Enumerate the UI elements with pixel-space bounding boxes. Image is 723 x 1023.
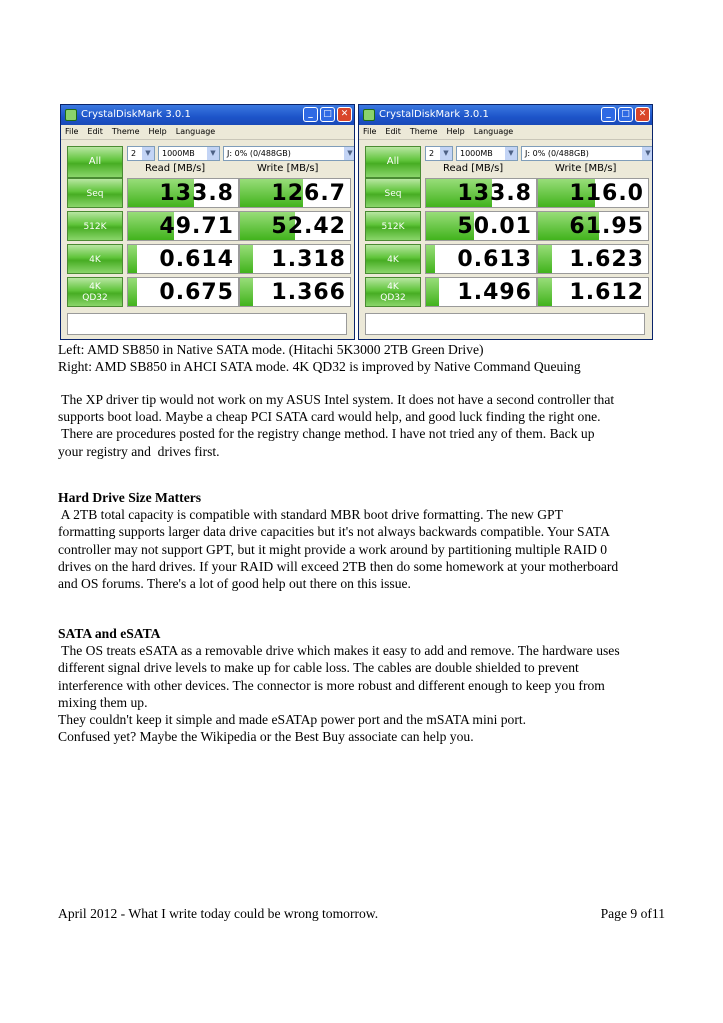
text-line: formatting supports larger data drive capacities but it's not always backwards compatible. Your SATA — [58, 524, 610, 540]
app-icon — [363, 109, 375, 121]
write-value: 116.0 — [569, 181, 644, 206]
window-title: CrystalDiskMark 3.0.1 — [81, 109, 191, 120]
read-bar — [128, 278, 137, 306]
write-cell — [239, 277, 351, 307]
size-value: 1000MB — [460, 149, 493, 158]
app-icon — [65, 109, 77, 121]
write-cell — [239, 211, 351, 241]
text-line: drives on the hard drives. If your RAID will exceed 2TB then do some homework at your motherboard — [58, 558, 619, 574]
menu-file[interactable]: File — [363, 127, 377, 136]
text-line: and OS forums. There's a lot of good help out there on this issue. — [58, 576, 411, 592]
512k-button[interactable]: 512K — [365, 211, 421, 241]
chevron-down-icon: ▼ — [505, 147, 517, 160]
text-line: A 2TB total capacity is compatible with standard MBR boot drive formatting. The new GPT — [58, 507, 563, 523]
read-cell — [425, 277, 537, 307]
read-bar — [128, 245, 137, 273]
write-cell — [537, 211, 649, 241]
esata-section — [58, 625, 668, 745]
title-bar — [359, 105, 652, 125]
xp-tip-paragraph — [58, 391, 668, 460]
4k-qd32-button[interactable]: 4K QD32 — [67, 277, 123, 307]
title-bar — [61, 105, 354, 125]
write-bar — [240, 278, 253, 306]
text-line: There are procedures posted for the registry change method. I have not tried any of them. Back up — [58, 426, 595, 442]
crystaldiskmark-window-right — [358, 104, 653, 340]
count-select[interactable] — [127, 146, 155, 161]
read-header: Read [MB/s] — [443, 163, 504, 174]
write-value: 52.42 — [271, 214, 346, 239]
maximize-icon[interactable]: □ — [320, 107, 335, 122]
read-value: 0.613 — [457, 247, 532, 272]
chevron-down-icon: ▼ — [642, 147, 653, 160]
read-cell — [127, 244, 239, 274]
read-value: 50.01 — [457, 214, 532, 239]
write-value: 1.623 — [569, 247, 644, 272]
comment-field[interactable] — [365, 313, 645, 335]
read-value: 0.675 — [159, 280, 234, 305]
512k-button[interactable]: 512K — [67, 211, 123, 241]
write-header: Write [MB/s] — [555, 163, 617, 174]
text-line: The XP driver tip would not work on my ASUS Intel system. It does not have a second controller that — [58, 392, 615, 407]
read-value: 49.71 — [159, 214, 234, 239]
menu-language[interactable]: Language — [473, 127, 514, 136]
drive-value: J: 0% (0/488GB) — [525, 149, 589, 158]
4k-qd32-button[interactable]: 4K QD32 — [365, 277, 421, 307]
all-button[interactable]: All — [365, 146, 421, 178]
write-cell — [239, 244, 351, 274]
write-value: 1.366 — [271, 280, 346, 305]
screenshot-caption — [58, 341, 668, 375]
seq-button[interactable]: Seq — [365, 178, 421, 208]
size-section — [58, 489, 668, 592]
read-cell — [127, 211, 239, 241]
read-value: 133.8 — [159, 181, 234, 206]
menu-file[interactable]: File — [65, 127, 79, 136]
text-line: supports boot load. Maybe a cheap PCI SATA card would help, and good luck finding the right one. — [58, 409, 601, 425]
text-line: controller may not support GPT, but it might provide a work around by partitioning multiple RAID 0 — [58, 541, 608, 557]
write-value: 61.95 — [569, 214, 644, 239]
minimize-icon[interactable]: _ — [601, 107, 616, 122]
count-select[interactable] — [425, 146, 453, 161]
text-line: The OS treats eSATA as a removable drive which makes it easy to add and remove. The hardware uses — [58, 643, 620, 659]
count-value: 2 — [131, 149, 137, 158]
maximize-icon[interactable]: □ — [618, 107, 633, 122]
minimize-icon[interactable]: _ — [303, 107, 318, 122]
read-cell — [425, 244, 537, 274]
comment-field[interactable] — [67, 313, 347, 335]
caption-line: Right: AMD SB850 in AHCI SATA mode. 4K QD32 is improved by Native Command Queuing — [58, 359, 581, 375]
read-cell — [425, 178, 537, 208]
chevron-down-icon: ▼ — [207, 147, 219, 160]
read-value: 0.614 — [159, 247, 234, 272]
all-button[interactable]: All — [67, 146, 123, 178]
read-value: 1.496 — [457, 280, 532, 305]
close-icon[interactable]: ✕ — [337, 107, 352, 122]
read-header: Read [MB/s] — [145, 163, 206, 174]
write-bar — [538, 245, 552, 273]
write-bar — [538, 278, 552, 306]
read-value: 133.8 — [457, 181, 532, 206]
menu-language[interactable]: Language — [175, 127, 216, 136]
crystaldiskmark-window-left — [60, 104, 355, 340]
text-line: They couldn't keep it simple and made eSATAp power port and the mSATA mini port. — [58, 712, 527, 728]
menu-theme[interactable]: Theme — [111, 127, 140, 136]
write-cell — [537, 178, 649, 208]
write-value: 1.318 — [271, 247, 346, 272]
write-value: 1.612 — [569, 280, 644, 305]
write-cell — [537, 277, 649, 307]
section-heading: Hard Drive Size Matters — [58, 490, 202, 505]
menu-edit[interactable]: Edit — [385, 127, 401, 136]
text-line: interference with other devices. The connector is more robust and different enough to keep you from — [58, 677, 605, 693]
read-cell — [127, 277, 239, 307]
read-cell — [425, 211, 537, 241]
menu-theme[interactable]: Theme — [409, 127, 438, 136]
chevron-down-icon: ▼ — [344, 147, 355, 160]
write-cell — [537, 244, 649, 274]
section-heading: SATA and eSATA — [58, 626, 161, 641]
write-header: Write [MB/s] — [257, 163, 319, 174]
menu-help[interactable]: Help — [148, 127, 167, 136]
write-cell — [239, 178, 351, 208]
write-bar — [240, 245, 253, 273]
menu-help[interactable]: Help — [446, 127, 465, 136]
write-value: 126.7 — [271, 181, 346, 206]
close-icon[interactable]: ✕ — [635, 107, 650, 122]
read-bar — [426, 245, 435, 273]
footer-note: April 2012 - What I write today could be wrong tomorrow. — [58, 906, 379, 921]
seq-button[interactable]: Seq — [67, 178, 123, 208]
text-line: your registry and drives first. — [58, 443, 220, 459]
menu-bar — [359, 125, 652, 140]
menu-bar — [61, 125, 354, 140]
drive-select[interactable] — [223, 146, 355, 161]
text-line: Confused yet? Maybe the Wikipedia or the Best Buy associate can help you. — [58, 729, 474, 745]
page-number: Page 9 of11 — [600, 906, 665, 921]
drive-value: J: 0% (0/488GB) — [227, 149, 291, 158]
drive-select[interactable] — [521, 146, 653, 161]
size-select[interactable] — [158, 146, 220, 161]
window-title: CrystalDiskMark 3.0.1 — [379, 109, 489, 120]
4k-button[interactable]: 4K — [67, 244, 123, 274]
text-line: different signal drive levels to make up for cable loss. The cables are double shielded to prevent — [58, 660, 579, 676]
text-line: mixing them up. — [58, 694, 148, 710]
read-bar — [426, 278, 439, 306]
4k-button[interactable]: 4K — [365, 244, 421, 274]
count-value: 2 — [429, 149, 435, 158]
size-select[interactable] — [456, 146, 518, 161]
chevron-down-icon: ▼ — [440, 147, 452, 160]
menu-edit[interactable]: Edit — [87, 127, 103, 136]
read-cell — [127, 178, 239, 208]
chevron-down-icon: ▼ — [142, 147, 154, 160]
caption-line: Left: AMD SB850 in Native SATA mode. (Hitachi 5K3000 2TB Green Drive) — [58, 342, 484, 357]
size-value: 1000MB — [162, 149, 195, 158]
